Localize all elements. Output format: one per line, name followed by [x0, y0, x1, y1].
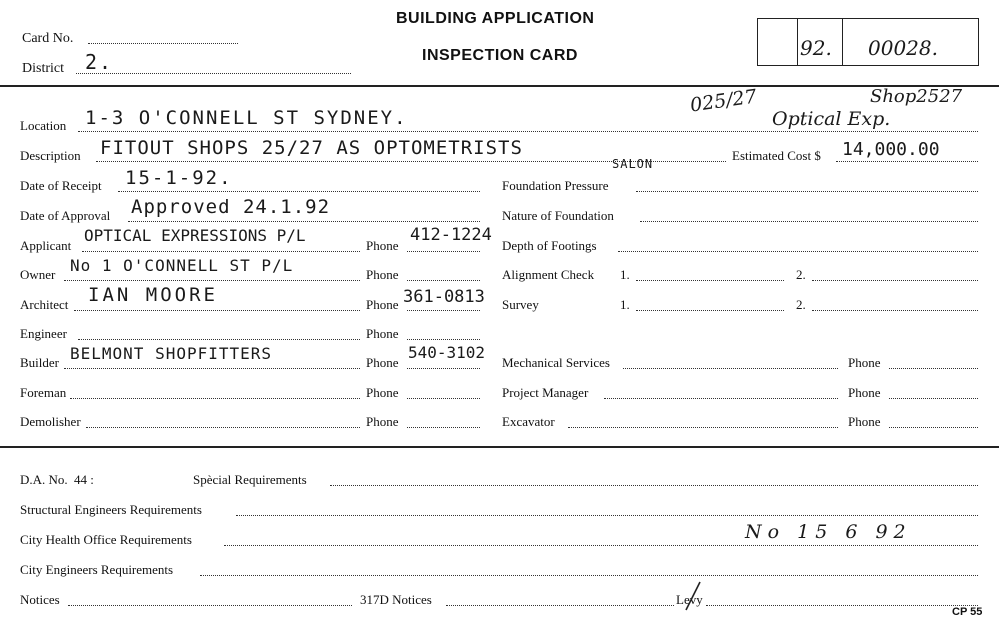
architect-phone-value: 361-0813 — [403, 287, 485, 307]
owner-phone-label: Phone — [366, 267, 399, 282]
location-note-shop: Shop2527 — [870, 86, 963, 107]
mechanical-services-label: Mechanical Services — [502, 355, 610, 370]
date-of-approval-field — [128, 221, 480, 222]
card-no-field — [88, 43, 238, 44]
applicant-value: OPTICAL EXPRESSIONS P/L — [84, 226, 306, 245]
district-field — [76, 73, 351, 74]
applicant-phone-field — [407, 251, 480, 252]
city-engineers-requirements-label: City Engineers Requirements — [20, 562, 174, 577]
reference-divider — [797, 18, 798, 66]
depth-of-footings-field — [618, 251, 978, 252]
project-manager-phone-field — [889, 398, 978, 399]
excavator-phone-label: Phone — [848, 414, 881, 429]
da-number-value: 44 : — [74, 472, 94, 487]
estimated-cost-label: Estimated Cost $ — [732, 148, 821, 163]
alignment-check-2-label: 2. — [796, 267, 806, 282]
architect-phone-field — [407, 310, 480, 311]
survey-label: Survey — [502, 297, 539, 312]
district-label: District — [22, 61, 64, 76]
architect-field — [74, 310, 360, 311]
builder-label: Builder — [20, 355, 59, 370]
engineer-field — [78, 339, 360, 340]
location-note-shop-number: 025/27 — [688, 85, 759, 117]
alignment-check-1-field — [636, 280, 784, 281]
alignment-check-1-label: 1. — [620, 267, 630, 282]
description-label: Description — [20, 148, 81, 163]
survey-2-field — [812, 310, 978, 311]
health-requirements-value: No 15 6 92 — [745, 521, 912, 543]
foreman-field — [70, 398, 360, 399]
location-note-tenant: Optical Exp. — [772, 108, 891, 130]
project-manager-field — [604, 398, 838, 399]
engineer-phone-field — [407, 339, 480, 340]
city-engineers-requirements-field — [200, 575, 978, 576]
builder-phone-label: Phone — [366, 355, 399, 370]
section-divider — [0, 446, 999, 448]
survey-1-field — [636, 310, 784, 311]
card-title-line1: BUILDING APPLICATION — [396, 10, 595, 27]
architect-value: IAN MOORE — [88, 284, 218, 306]
location-value: 1-3 O'CONNELL ST SYDNEY. — [85, 107, 408, 129]
mechanical-services-phone-label: Phone — [848, 355, 881, 370]
alignment-check-label: Alignment Check — [502, 267, 595, 282]
notices-317d-label: 317D Notices — [360, 592, 432, 607]
architect-phone-label: Phone — [366, 297, 399, 312]
date-of-receipt-label: Date of Receipt — [20, 178, 102, 193]
estimated-cost-value: 14,000.00 — [842, 139, 940, 160]
foundation-pressure-label: Foundation Pressure — [502, 178, 609, 193]
notices-field — [68, 605, 352, 606]
demolisher-label: Demolisher — [20, 414, 81, 429]
foreman-phone-label: Phone — [366, 385, 399, 400]
reference-number: 00028. — [868, 36, 938, 60]
builder-phone-value: 540-3102 — [408, 343, 486, 362]
nature-of-foundation-field — [640, 221, 978, 222]
project-manager-phone-label: Phone — [848, 385, 881, 400]
header-divider — [0, 85, 999, 87]
mechanical-services-field — [623, 368, 838, 369]
owner-label: Owner — [20, 267, 56, 282]
excavator-field — [568, 427, 838, 428]
owner-phone-field — [407, 280, 480, 281]
special-requirements-field — [330, 485, 978, 486]
location-field — [78, 131, 978, 132]
da-number-label: D.A. No. — [20, 472, 68, 487]
health-requirements-label: City Health Office Requirements — [20, 532, 192, 547]
nature-of-foundation-label: Nature of Foundation — [502, 208, 614, 223]
estimated-cost-field — [836, 161, 978, 162]
applicant-label: Applicant — [20, 238, 72, 253]
survey-2-label: 2. — [796, 297, 806, 312]
foreman-label: Foreman — [20, 385, 67, 400]
depth-of-footings-label: Depth of Footings — [502, 238, 597, 253]
levy-field — [706, 605, 978, 606]
excavator-label: Excavator — [502, 414, 555, 429]
mechanical-services-phone-field — [889, 368, 978, 369]
builder-value: BELMONT SHOPFITTERS — [70, 344, 273, 363]
demolisher-field — [86, 427, 360, 428]
applicant-field — [82, 251, 360, 252]
special-requirements-label: Spècial Requirements — [193, 472, 307, 487]
foreman-phone-field — [407, 398, 480, 399]
owner-value: No 1 O'CONNELL ST P/L — [70, 256, 294, 275]
form-code: CP 55 — [952, 606, 983, 618]
architect-label: Architect — [20, 297, 69, 312]
date-of-approval-value: Approved 24.1.92 — [131, 196, 331, 218]
applicant-phone-label: Phone — [366, 238, 399, 253]
district-value: 2. — [85, 50, 114, 74]
engineer-phone-label: Phone — [366, 326, 399, 341]
date-of-receipt-value: 15-1-92. — [125, 167, 233, 189]
builder-field — [64, 368, 360, 369]
description-value: FITOUT SHOPS 25/27 AS OPTOMETRISTS — [100, 137, 523, 159]
project-manager-label: Project Manager — [502, 385, 589, 400]
card-title-line2: INSPECTION CARD — [422, 47, 578, 64]
foundation-pressure-field — [636, 191, 978, 192]
structural-requirements-field — [236, 515, 978, 516]
date-of-approval-label: Date of Approval — [20, 208, 111, 223]
builder-phone-field — [407, 368, 480, 369]
levy-label: Levy — [676, 592, 703, 607]
structural-requirements-label: Structural Engineers Requirements — [20, 502, 202, 517]
demolisher-phone-label: Phone — [366, 414, 399, 429]
owner-field — [64, 280, 360, 281]
levy-strike-mark — [680, 580, 708, 612]
excavator-phone-field — [889, 427, 978, 428]
date-of-receipt-field — [118, 191, 480, 192]
notices-label: Notices — [20, 592, 60, 607]
card-no-label: Card No. — [22, 31, 74, 46]
survey-1-label: 1. — [620, 297, 630, 312]
notices-317d-field — [446, 605, 674, 606]
location-label: Location — [20, 118, 67, 133]
health-requirements-field — [224, 545, 978, 546]
reference-divider — [842, 18, 843, 66]
engineer-label: Engineer — [20, 326, 67, 341]
applicant-phone-value: 412-1224 — [410, 225, 492, 245]
reference-year: 92. — [800, 36, 832, 60]
alignment-check-2-field — [812, 280, 978, 281]
demolisher-phone-field — [407, 427, 480, 428]
description-value-continued: SALON — [612, 157, 654, 171]
